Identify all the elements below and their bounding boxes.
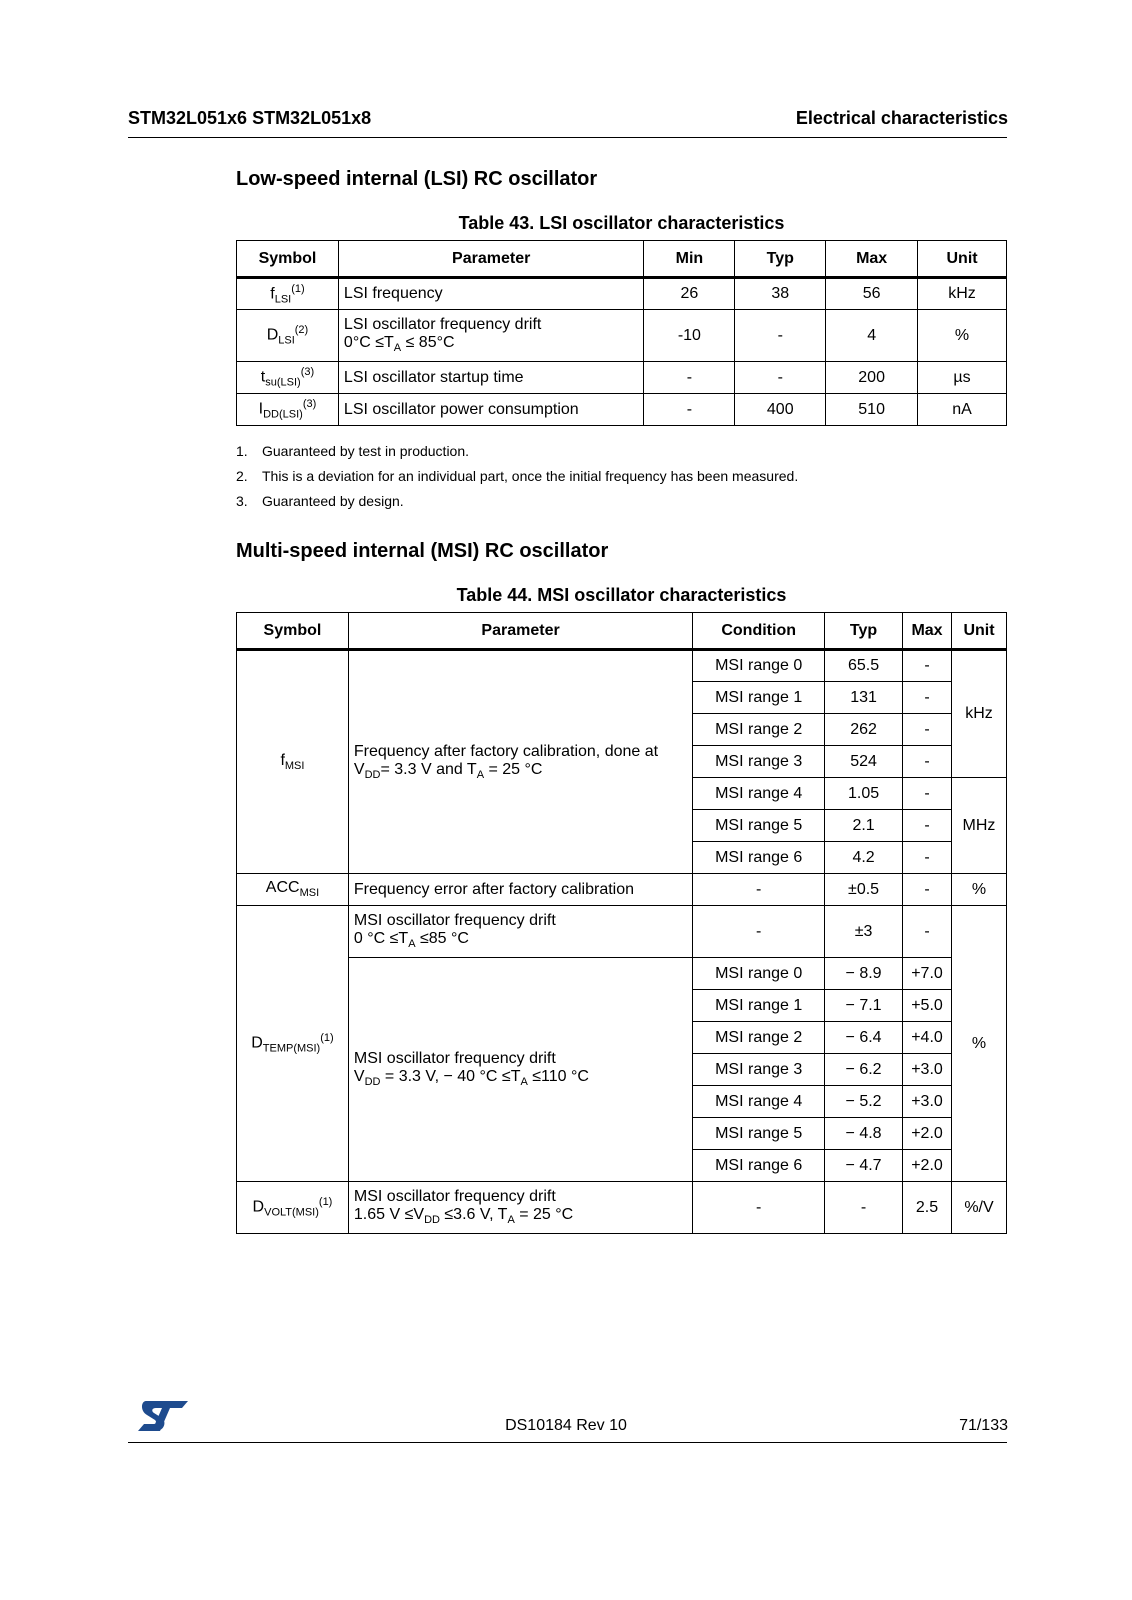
table-row <box>237 874 1007 906</box>
col-parameter: Parameter <box>348 613 692 650</box>
table-row <box>237 394 1007 426</box>
max-cell: 200 <box>826 362 918 394</box>
symbol-cell: $D_{TEMP(MSI)}^{(1)}$ <box>237 906 349 1182</box>
max-cell: +4.0 <box>903 1022 952 1054</box>
col-typ: Typ <box>825 613 903 650</box>
col-parameter: Parameter <box>338 241 644 278</box>
max-cell: +5.0 <box>903 990 952 1022</box>
symbol-cell: $D_{LSI}^{(2)}$ <box>237 310 339 362</box>
condition-cell: - <box>693 874 825 906</box>
header-left: STM32L051x6 STM32L051x8 <box>128 108 372 128</box>
typ-cell: ±0.5 <box>825 874 903 906</box>
header-rule <box>128 137 1007 138</box>
col-unit: Unit <box>918 241 1007 278</box>
unit-cell: kHz <box>918 278 1007 310</box>
unit-cell: % <box>918 310 1007 362</box>
typ-cell: 524 <box>825 746 903 778</box>
lsi-table-caption: Table 43. LSI oscillator characteristics <box>458 213 785 233</box>
footnote: 1. Guaranteed by test in production. <box>236 443 470 459</box>
unit-cell: µs <box>918 362 1007 394</box>
parameter-cell: Frequency after factory calibration, done at $V_{DD}= 3.3$ V and $T_A = 25$ °C <box>348 650 692 874</box>
typ-cell: - <box>735 310 826 362</box>
max-cell: - <box>903 650 952 682</box>
col-max: Max <box>903 613 952 650</box>
typ-cell: − 5.2 <box>825 1086 903 1118</box>
typ-cell: − 4.7 <box>825 1150 903 1182</box>
typ-cell: 65.5 <box>825 650 903 682</box>
typ-cell: − 6.4 <box>825 1022 903 1054</box>
condition-cell: MSI range 3 <box>693 1054 825 1086</box>
unit-cell: kHz <box>951 650 1006 778</box>
min-cell: -10 <box>644 310 735 362</box>
typ-cell: - <box>825 1182 903 1234</box>
footnote: 3. Guaranteed by design. <box>236 493 404 509</box>
symbol-cell: $t_{su(LSI)}^{(3)}$ <box>237 362 339 394</box>
msi-table-caption: Table 44. MSI oscillator characteristics <box>456 585 787 605</box>
header-right: Electrical characteristics <box>795 108 1008 128</box>
col-condition: Condition <box>693 613 825 650</box>
col-typ: Typ <box>735 241 826 278</box>
parameter-cell: MSI oscillator frequency drift $V_{DD} = 3.3$ V, − 40 $^\circ C \le T_A \le 110$ °C <box>348 958 692 1182</box>
max-cell: - <box>903 906 952 958</box>
condition-cell: MSI range 1 <box>693 990 825 1022</box>
typ-cell: 262 <box>825 714 903 746</box>
footnote: 2. This is a deviation for an individual part, once the initial frequency has been measured. <box>236 468 799 484</box>
max-cell: 4 <box>826 310 918 362</box>
symbol-cell: $I_{DD(LSI)}^{(3)}$ <box>237 394 339 426</box>
max-cell: +7.0 <box>903 958 952 990</box>
table-row <box>237 362 1007 394</box>
table-row <box>237 1182 1007 1234</box>
min-cell: - <box>644 362 735 394</box>
col-min: Min <box>644 241 735 278</box>
max-cell: +3.0 <box>903 1054 952 1086</box>
unit-cell: % <box>951 906 1006 1182</box>
typ-cell: 1.05 <box>825 778 903 810</box>
table-row <box>237 310 1007 362</box>
condition-cell: - <box>693 906 825 958</box>
condition-cell: MSI range 0 <box>693 650 825 682</box>
condition-cell: MSI range 6 <box>693 1150 825 1182</box>
lsi-table <box>236 240 1007 426</box>
max-cell: - <box>903 874 952 906</box>
col-unit: Unit <box>951 613 1006 650</box>
parameter-cell: MSI oscillator frequency drift 0 $^\circ C \le T_A \le 85$ °C <box>348 906 692 958</box>
table-row <box>237 278 1007 310</box>
table-row <box>237 906 1007 958</box>
max-cell: - <box>903 842 952 874</box>
max-cell: +2.0 <box>903 1150 952 1182</box>
symbol-cell: $f_{LSI}^{(1)}$ <box>237 278 339 310</box>
parameter-cell: LSI oscillator startup time <box>338 362 644 394</box>
typ-cell: 131 <box>825 682 903 714</box>
max-cell: +3.0 <box>903 1086 952 1118</box>
table-row <box>237 650 1007 682</box>
min-cell: - <box>644 394 735 426</box>
table-row <box>237 958 1007 990</box>
parameter-cell: LSI oscillator power consumption <box>338 394 644 426</box>
parameter-cell: Frequency error after factory calibration <box>348 874 692 906</box>
msi-table <box>236 612 1007 1234</box>
col-symbol: Symbol <box>237 613 349 650</box>
symbol-cell: $D_{VOLT(MSI)}^{(1)}$ <box>237 1182 349 1234</box>
footer-doc-id: DS10184 Rev 10 <box>505 1417 627 1434</box>
max-cell: 2.5 <box>903 1182 952 1234</box>
condition-cell: MSI range 4 <box>693 1086 825 1118</box>
max-cell: - <box>903 714 952 746</box>
unit-cell: nA <box>918 394 1007 426</box>
condition-cell: MSI range 6 <box>693 842 825 874</box>
unit-cell: % <box>951 874 1006 906</box>
typ-cell: − 7.1 <box>825 990 903 1022</box>
typ-cell: 4.2 <box>825 842 903 874</box>
max-cell: 510 <box>826 394 918 426</box>
parameter-cell: LSI oscillator frequency drift $0^\circ C \le T_A \le 85^\circ C$ <box>338 310 644 362</box>
typ-cell: ±3 <box>825 906 903 958</box>
msi-section-title: Multi-speed internal (MSI) RC oscillator <box>236 540 609 562</box>
col-max: Max <box>826 241 918 278</box>
typ-cell: 400 <box>735 394 826 426</box>
parameter-cell: MSI oscillator frequency drift 1.65 $V \le V_{DD} \le 3.6$ V, $T_A = 25$ °C <box>348 1182 692 1234</box>
max-cell: 56 <box>826 278 918 310</box>
lsi-notes <box>236 443 1007 518</box>
typ-cell: − 4.8 <box>825 1118 903 1150</box>
condition-cell: MSI range 1 <box>693 682 825 714</box>
condition-cell: MSI range 3 <box>693 746 825 778</box>
unit-cell: MHz <box>951 778 1006 874</box>
typ-cell: − 8.9 <box>825 958 903 990</box>
max-cell: - <box>903 778 952 810</box>
condition-cell: MSI range 2 <box>693 1022 825 1054</box>
lsi-section-title: Low-speed internal (LSI) RC oscillator <box>236 168 598 190</box>
max-cell: +2.0 <box>903 1118 952 1150</box>
typ-cell: 38 <box>735 278 826 310</box>
condition-cell: MSI range 2 <box>693 714 825 746</box>
max-cell: - <box>903 682 952 714</box>
max-cell: - <box>903 810 952 842</box>
typ-cell: 2.1 <box>825 810 903 842</box>
symbol-cell: $ACC_{MSI}$ <box>237 874 349 906</box>
max-cell: - <box>903 746 952 778</box>
symbol-cell: $f_{MSI}$ <box>237 650 349 874</box>
condition-cell: MSI range 4 <box>693 778 825 810</box>
parameter-cell: LSI frequency <box>338 278 644 310</box>
condition-cell: - <box>693 1182 825 1234</box>
unit-cell: %/V <box>951 1182 1006 1234</box>
min-cell: 26 <box>644 278 735 310</box>
col-symbol: Symbol <box>237 241 339 278</box>
footer-rule <box>128 1442 1007 1443</box>
typ-cell: − 6.2 <box>825 1054 903 1086</box>
footer-page-number: 71/133 <box>959 1417 1008 1434</box>
condition-cell: MSI range 0 <box>693 958 825 990</box>
condition-cell: MSI range 5 <box>693 810 825 842</box>
typ-cell: - <box>735 362 826 394</box>
condition-cell: MSI range 5 <box>693 1118 825 1150</box>
